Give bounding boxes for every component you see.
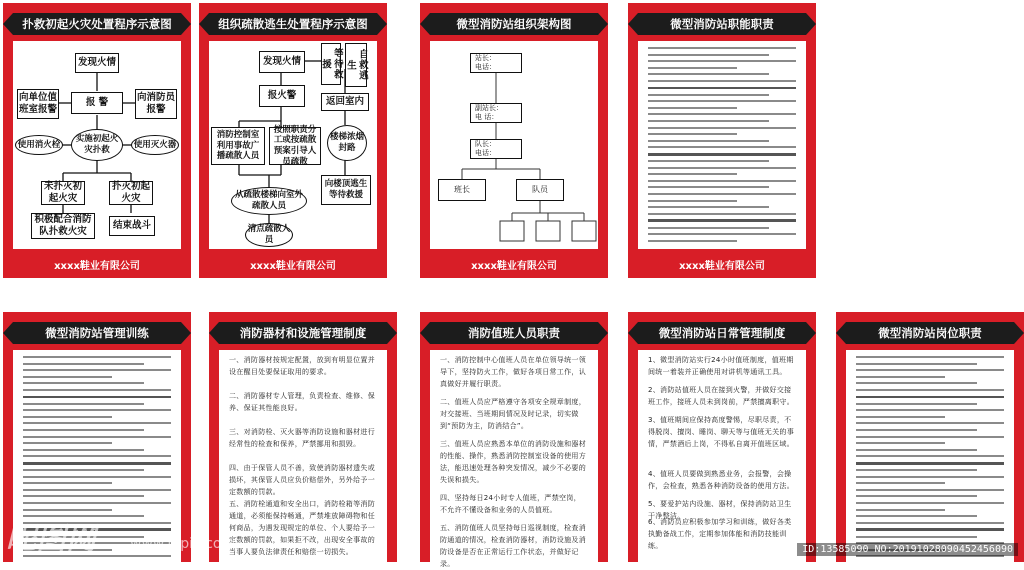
text-line [648, 133, 737, 135]
text-line [648, 193, 796, 195]
text-line [648, 127, 796, 129]
text-line [856, 429, 977, 431]
text-line [23, 403, 144, 405]
text-line [856, 449, 977, 451]
text-line [648, 180, 796, 182]
nipic-watermark-logo: 昵图网 [6, 522, 96, 557]
text-line [856, 422, 1004, 424]
squad-leader-box: 班长 [438, 179, 486, 201]
deputy-label: 副站长： [475, 104, 503, 113]
text-line [648, 160, 769, 162]
image-id-bar: ID:13585090 NO:20191028090452456090 [797, 543, 1018, 556]
stairs-evacuate-ellipse: 从疏散楼梯向室外疏散人员 [231, 187, 307, 215]
panel-title: 微型消防站组织架构图 [430, 13, 598, 35]
dense-text-lines [856, 356, 1004, 562]
nipic-watermark-url: www.nipic.com [130, 536, 236, 552]
text-line [856, 363, 977, 365]
duty-para-5: 五、消防值班人员坚持每日巡视制度，检查消防通道的情况，检查消防器材，消防设施及消防设备是否在正常运行工作状态，并做好记录。 [440, 524, 586, 568]
alarm-box: 报 警 [71, 92, 123, 114]
panel-station-duties [628, 3, 816, 278]
text-line [23, 382, 144, 384]
text-line [23, 442, 112, 444]
rule-para-2: 二、消防器材专人管理，负责检查、维修、保养、保证其性能良好。 [229, 392, 375, 412]
panel-title: 微型消防站职能职责 [638, 13, 806, 35]
dense-text-lines [648, 47, 796, 246]
text-line [648, 213, 796, 215]
text-line [23, 489, 171, 491]
text-line [648, 54, 769, 56]
text-line [856, 442, 945, 444]
fire-not-out-box: 未扑灭初起火灾 [41, 181, 85, 205]
rule-para-3: 三、对消防栓、灭火器等消防设施和器材进行经常性的检查和保养，严禁挪用和损毁。 [229, 428, 375, 448]
text-line [648, 153, 796, 156]
text-line [23, 495, 144, 497]
panel-title: 消防器材和设施管理制度 [219, 322, 387, 344]
panel-title: 微型消防站管理训练 [13, 322, 181, 344]
stairs-smoke-ellipse: 楼梯浓烟封路 [327, 125, 367, 161]
company-name: xxxx鞋业有限公司 [679, 261, 765, 272]
text-line [648, 47, 796, 49]
text-line [856, 409, 1004, 411]
duty-text-area [430, 350, 598, 568]
text-line [648, 73, 769, 75]
fire-out-box: 扑灭初起火灾 [109, 181, 153, 205]
discover-fire-box: 发现火情 [75, 53, 119, 73]
duty-para-2: 二、值班人员应严格遵守各项安全规章制度，对交接班、当班期间情况及时记录，切实做到“预防为主，防消结合”。 [440, 398, 586, 430]
panel-title: 消防值班人员职责 [430, 322, 598, 344]
company-name: xxxx鞋业有限公司 [250, 261, 336, 272]
text-line [23, 482, 112, 484]
rule-para-1: 一、消防器材按规定配置，放到有明显位置并设在醒目处要保证取用的要求。 [229, 356, 375, 376]
panel-fire-response-flow [3, 3, 191, 278]
text-line [648, 113, 796, 115]
daily-para-1: 1、微型消防站实行24小时值班制度，值班期间统一着装并正确使用对讲机等通讯工具。 [648, 356, 794, 376]
text-line [648, 140, 769, 142]
count-people-ellipse: 清点疏散人员 [245, 223, 293, 247]
chief-phone-label: 电话： [475, 63, 496, 71]
text-line [856, 416, 945, 418]
leader-label: 队长： [475, 140, 496, 149]
return-indoor-box: 返回室内 [321, 93, 369, 111]
duty-guide-evacuation-box: 按照职责分工或按疏散预案引导人员疏散 [269, 127, 321, 165]
discover-fire-box: 发现火情 [259, 51, 305, 73]
rule-para-4: 四、由于保管人员不善，致使消防器材遗失或损坏，其保管人员应负价赔偿外，另外给予一定数额的罚款。 [229, 464, 375, 496]
post-text-area [846, 350, 1014, 562]
cooperate-fire-brigade-box: 积极配合消防队扑救火灾 [31, 213, 95, 239]
text-line [23, 476, 171, 478]
text-line [648, 60, 796, 62]
deputy-box [470, 103, 522, 123]
text-line [648, 94, 769, 96]
text-line [856, 515, 977, 517]
text-line [648, 167, 796, 169]
text-line [648, 146, 796, 148]
text-line [856, 509, 945, 511]
text-line [648, 233, 796, 235]
text-line [23, 356, 171, 358]
panel-equipment-rules [209, 312, 397, 562]
panel-title: 微型消防站日常管理制度 [638, 322, 806, 344]
report-firefighter-box: 向消防员报警 [135, 89, 177, 119]
company-name: xxxx鞋业有限公司 [471, 261, 557, 272]
duty-para-4: 四、坚持每日24小时专人值班，严禁空岗，不允许不懂设备和业务的人员值班。 [440, 494, 581, 514]
text-line [856, 536, 977, 538]
text-line [648, 227, 769, 229]
text-line [856, 489, 1004, 491]
text-line [23, 436, 171, 438]
members-box: 队员 [516, 179, 564, 201]
text-line [648, 240, 737, 242]
text-line [23, 429, 144, 431]
daily-para-4: 4、值班人员要做到熟悉业务，会报警，会操作，会检查，熟悉各种消防设备的使用方法。 [648, 470, 794, 490]
implement-extinguish-ellipse: 实施初起火灾扑救 [71, 129, 123, 161]
text-line [856, 522, 1004, 524]
text-line [23, 462, 171, 465]
flowchart-area [209, 41, 377, 249]
text-line [648, 107, 737, 109]
text-line [648, 100, 796, 102]
leader-phone-label: 电话： [475, 149, 496, 157]
text-line [648, 80, 796, 82]
text-line [856, 369, 1004, 371]
fire-alarm-box: 报火警 [259, 85, 305, 107]
panel-daily-management [628, 312, 816, 562]
text-line [23, 409, 171, 411]
text-line [856, 476, 1004, 478]
text-line [856, 382, 977, 384]
text-line [856, 482, 945, 484]
panel-org-chart [420, 3, 608, 278]
self-rescue-box: 自救逃生 [345, 43, 367, 87]
end-battle-box: 结束战斗 [109, 216, 155, 236]
panel-duty-staff [420, 312, 608, 568]
report-duty-room-box: 向单位值班室报警 [17, 89, 59, 119]
panel-title: 微型消防站岗位职责 [846, 322, 1014, 344]
text-line [23, 422, 171, 424]
panel-title: 组织疏散逃生处置程序示意图 [209, 13, 377, 35]
use-extinguisher-ellipse: 使用灭火器 [131, 135, 179, 155]
text-line [23, 502, 171, 504]
daily-para-3: 3、值班期间应保持高度警惕，尽职尽责，不得脱岗、擅岗、睡岗、聊天等与值班无关的事情，严禁酒后上岗，不得私自离开值班区域。 [648, 416, 794, 448]
chief-label: 站长： [475, 54, 496, 63]
flowchart-area [13, 41, 181, 249]
text-line [23, 376, 112, 378]
text-line [23, 469, 144, 471]
text-line [856, 396, 1004, 399]
use-hydrant-ellipse: 使用消火栓 [15, 135, 63, 155]
text-line [648, 120, 769, 122]
text-line [23, 449, 144, 451]
panel-post-duties [836, 312, 1024, 562]
text-line [648, 87, 796, 90]
leader-box [470, 139, 522, 159]
chief-box [470, 53, 522, 73]
text-line [856, 455, 1004, 457]
text-line [648, 173, 737, 175]
text-line [648, 186, 769, 188]
text-line [648, 200, 737, 202]
text-line [23, 396, 171, 399]
text-line [856, 469, 977, 471]
text-line [856, 436, 1004, 438]
wait-rescue-box: 等待救援 [321, 43, 341, 85]
text-line [856, 528, 1004, 531]
duties-text-area [638, 41, 806, 249]
text-line [856, 462, 1004, 465]
daily-para-5: 5、要爱护站内设施、器材，保持消防站卫生干净整洁。 [648, 500, 792, 520]
roof-escape-box: 向楼顶逃生等待救援 [321, 175, 371, 205]
deputy-phone-label: 电 话： [475, 113, 499, 121]
text-line [648, 219, 796, 222]
control-room-broadcast-box: 消防控制室利用事故广播疏散人员 [211, 127, 265, 165]
rule-para-5: 五、消防栓通道和安全出口，消防栓箱等消防通道，必须能保持畅通，严禁堆放障碍物和任何商品，为遇发现规定的单位、个人要给予一定数额的罚款，如果拒不改，出现安全事故的当事人要负法律责任和赔偿一切损失。 [229, 500, 375, 556]
text-line [23, 509, 112, 511]
text-line [23, 416, 112, 418]
text-line [856, 495, 977, 497]
panel-evacuation-flow [199, 3, 387, 278]
daily-para-6: 6、消防员应积极参加学习和训练，做好各类执勤备战工作，定期参加体能和消防技能训练。 [648, 518, 792, 550]
text-line [23, 455, 171, 457]
text-line [648, 67, 737, 69]
daily-para-2: 2、消防站值班人员在接到火警，并做好交接班工作，接班人员未到岗前，严禁擅离职守。 [648, 386, 794, 406]
text-line [23, 389, 171, 391]
duty-para-3: 三、值班人员应熟悉本单位的消防设施和器材的性能、操作，熟悉消防控制室设备的使用方法，能迅速处理各种突发情况，减少不必要的失误和损失。 [440, 440, 586, 484]
text-line [856, 356, 1004, 358]
text-line [856, 502, 1004, 504]
org-chart-area [430, 41, 598, 249]
company-name: xxxx鞋业有限公司 [54, 261, 140, 272]
text-line [648, 206, 769, 208]
text-line [23, 363, 144, 365]
text-line [856, 389, 1004, 391]
text-line [856, 376, 945, 378]
text-line [23, 369, 171, 371]
equipment-text-area [219, 350, 387, 562]
text-line [856, 403, 977, 405]
daily-text-area [638, 350, 806, 562]
panel-title: 扑救初起火灾处置程序示意图 [13, 13, 181, 35]
duty-para-1: 一、消防控制中心值班人员在单位领导统一领导下，坚持防火工作，做好各项日常工作，认真做好并履行职责。 [440, 356, 586, 388]
